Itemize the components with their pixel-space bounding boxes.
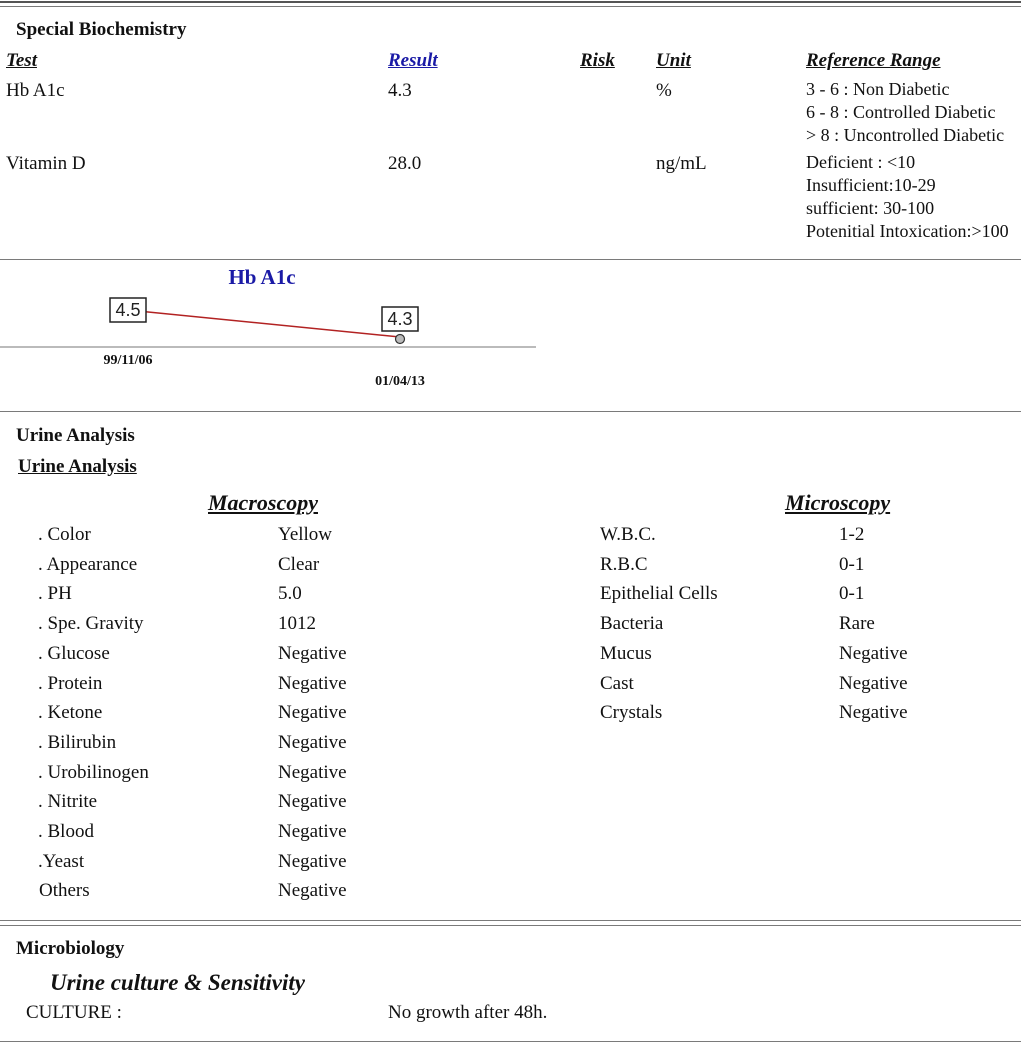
macroscopy-value: Negative [278, 762, 347, 783]
data-label: 4.5 [115, 300, 141, 320]
reference-line: 3 - 6 : Non Diabetic [806, 79, 950, 99]
microscopy-label: Mucus [600, 643, 652, 664]
header-test: Test [6, 50, 37, 71]
microscopy-label: Cast [600, 673, 634, 694]
macroscopy-value: Negative [278, 821, 347, 842]
microscopy-value: 0-1 [839, 583, 865, 604]
macroscopy-value: Negative [278, 673, 347, 694]
macroscopy-value: Clear [278, 554, 320, 575]
macroscopy-label: . Color [38, 524, 91, 545]
macroscopy-value: Yellow [278, 524, 333, 545]
biochem-title: Special Biochemistry [16, 19, 187, 40]
macroscopy-label: . Nitrite [38, 791, 98, 812]
microscopy-label: Crystals [600, 702, 663, 723]
macroscopy-value: Negative [278, 732, 347, 753]
test-name: Hb A1c [6, 80, 65, 101]
macroscopy-label: . Protein [38, 673, 103, 694]
urine-subtitle: Urine Analysis [18, 456, 137, 477]
macroscopy-value: 5.0 [278, 583, 302, 604]
macroscopy-label: . Bilirubin [38, 732, 117, 753]
macroscopy-label: Others [39, 880, 90, 901]
hba1c-trend-chart [0, 262, 540, 392]
macroscopy-label: . Glucose [38, 643, 110, 664]
test-result: 28.0 [388, 153, 422, 174]
culture-subtitle: Urine culture & Sensitivity [50, 970, 305, 995]
test-unit: ng/mL [656, 153, 707, 174]
microscopy-value: Negative [839, 673, 908, 694]
macroscopy-value: Negative [278, 702, 347, 723]
microscopy-value: Negative [839, 702, 908, 723]
header-result: Result [388, 50, 438, 71]
reference-line: Deficient : <10 [806, 152, 916, 172]
reference-line: > 8 : Uncontrolled Diabetic [806, 125, 1005, 145]
macroscopy-value: Negative [278, 851, 347, 872]
culture-label: CULTURE : [26, 1002, 122, 1023]
microscopy-value: 0-1 [839, 554, 865, 575]
test-name: Vitamin D [6, 153, 86, 174]
macroscopy-label: .Yeast [38, 851, 85, 872]
microscopy-label: R.B.C [600, 554, 648, 575]
reference-line: Potenitial Intoxication:>100 [806, 221, 1009, 241]
macroscopy-value: Negative [278, 791, 347, 812]
macroscopy-label: . Spe. Gravity [38, 613, 144, 634]
macroscopy-label: . Blood [38, 821, 94, 842]
macroscopy-label: . PH [38, 583, 72, 604]
microscopy-label: Epithelial Cells [600, 583, 718, 604]
macroscopy-value: 1012 [278, 613, 316, 634]
data-point [396, 335, 405, 344]
x-tick-label: 01/04/13 [375, 374, 425, 389]
culture-value: No growth after 48h. [388, 1002, 548, 1023]
header-reference: Reference Range [806, 50, 941, 71]
urine-section [0, 411, 1021, 921]
macroscopy-value: Negative [278, 880, 347, 901]
x-tick-label: 99/11/06 [103, 353, 153, 368]
macroscopy-value: Negative [278, 643, 347, 664]
test-unit: % [656, 80, 672, 101]
data-label: 4.3 [387, 309, 413, 329]
microscopy-value: Negative [839, 643, 908, 664]
microbiology-title: Microbiology [16, 938, 125, 959]
reference-line: Insufficient:10-29 [806, 175, 936, 195]
macroscopy-label: . Appearance [38, 554, 138, 575]
microscopy-value: 1-2 [839, 524, 865, 545]
reference-line: 6 - 8 : Controlled Diabetic [806, 102, 996, 122]
microscopy-label: Bacteria [600, 613, 664, 634]
microscopy-label: W.B.C. [600, 524, 656, 545]
series-line [128, 310, 400, 337]
microscopy-value: Rare [839, 613, 875, 634]
chart-title: Hb A1c [228, 265, 296, 289]
urine-title: Urine Analysis [16, 425, 135, 446]
test-result: 4.3 [388, 80, 412, 101]
header-risk: Risk [580, 50, 615, 71]
macroscopy-label: . Ketone [38, 702, 103, 723]
macroscopy-label: . Urobilinogen [38, 762, 149, 783]
macroscopy-heading: Macroscopy [208, 490, 318, 515]
reference-line: sufficient: 30-100 [806, 198, 935, 218]
microscopy-heading: Microscopy [785, 490, 891, 515]
header-unit: Unit [656, 50, 691, 71]
